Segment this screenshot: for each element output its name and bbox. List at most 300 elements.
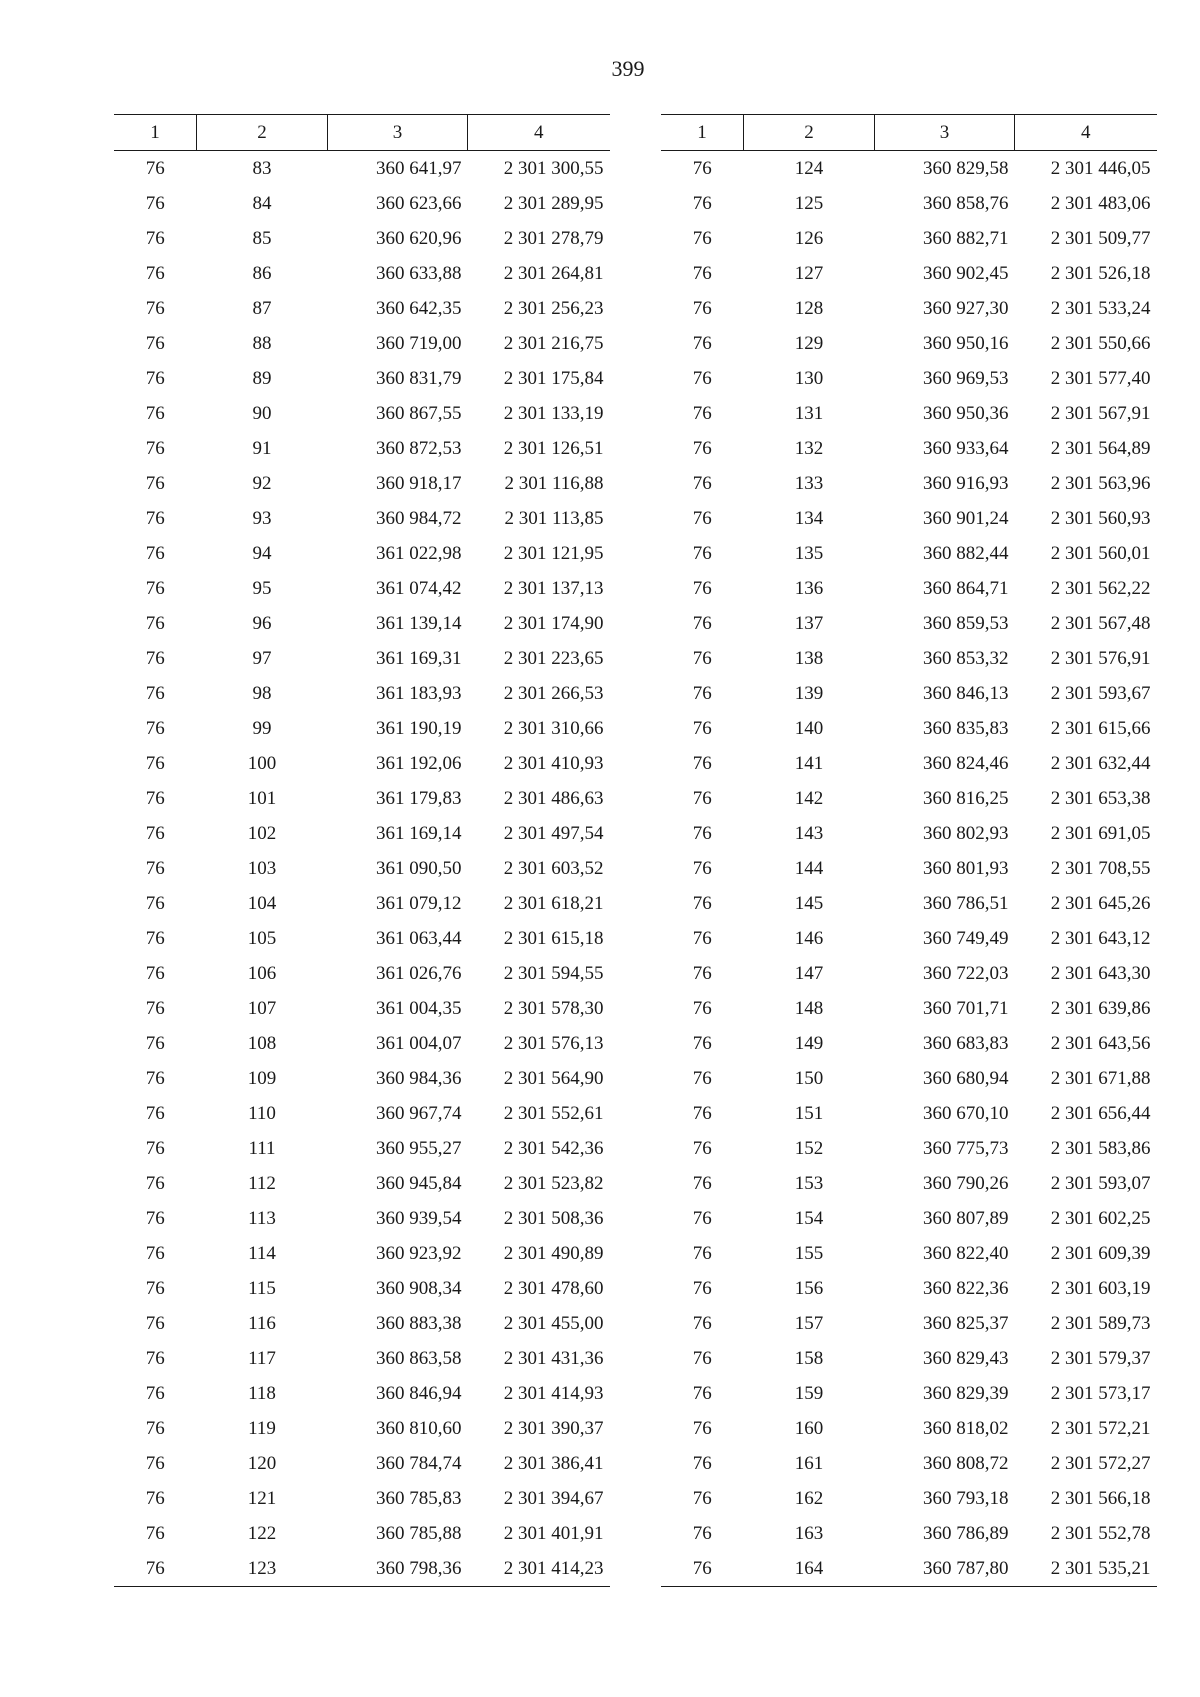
cell-section: 76 xyxy=(692,297,712,319)
cell-point-number: 128 xyxy=(794,297,824,319)
cell-coordinate-y: 2 301 645,26 xyxy=(1050,892,1151,914)
cell-coordinate-x: 360 749,49 xyxy=(923,927,1009,949)
cell-coordinate-x: 360 955,27 xyxy=(376,1137,462,1159)
table-row xyxy=(661,1236,1157,1271)
cell-section: 76 xyxy=(145,1487,165,1509)
cell-section: 76 xyxy=(692,332,712,354)
cell-section: 76 xyxy=(692,962,712,984)
table-row xyxy=(661,1271,1157,1306)
table-row xyxy=(114,326,610,361)
table-row xyxy=(114,1446,610,1481)
table-row xyxy=(661,711,1157,746)
cell-section: 76 xyxy=(692,1487,712,1509)
cell-point-number: 131 xyxy=(794,402,824,424)
cell-point-number: 152 xyxy=(794,1137,824,1159)
table-row xyxy=(661,501,1157,536)
table-row xyxy=(661,816,1157,851)
cell-coordinate-y: 2 301 563,96 xyxy=(1050,472,1151,494)
cell-point-number: 127 xyxy=(794,262,824,284)
cell-point-number: 157 xyxy=(794,1312,824,1334)
cell-coordinate-y: 2 301 671,88 xyxy=(1050,1067,1151,1089)
table-row xyxy=(114,676,610,711)
table-body-right xyxy=(661,151,1157,1587)
table-row xyxy=(661,1131,1157,1166)
cell-coordinate-x: 360 829,39 xyxy=(923,1382,1009,1404)
table-row xyxy=(661,1411,1157,1446)
table-row xyxy=(661,886,1157,921)
table-row xyxy=(114,921,610,956)
cell-section: 76 xyxy=(692,1382,712,1404)
table-row xyxy=(114,956,610,991)
column-header-1: 1 xyxy=(661,115,744,151)
cell-coordinate-x: 360 816,25 xyxy=(923,787,1009,809)
table-row xyxy=(114,361,610,396)
table-row xyxy=(114,396,610,431)
cell-coordinate-x: 361 139,14 xyxy=(376,612,462,634)
cell-coordinate-y: 2 301 643,12 xyxy=(1050,927,1151,949)
table-row xyxy=(114,851,610,886)
table-row xyxy=(661,991,1157,1026)
table-row xyxy=(114,1516,610,1551)
cell-coordinate-y: 2 301 567,48 xyxy=(1050,612,1151,634)
cell-section: 76 xyxy=(145,1032,165,1054)
cell-coordinate-y: 2 301 478,60 xyxy=(503,1277,604,1299)
table-row xyxy=(661,921,1157,956)
cell-coordinate-x: 360 859,53 xyxy=(923,612,1009,634)
cell-section: 76 xyxy=(692,542,712,564)
table-row xyxy=(114,466,610,501)
table-row xyxy=(114,1236,610,1271)
cell-point-number: 84 xyxy=(252,192,272,214)
cell-section: 76 xyxy=(692,1452,712,1474)
table-row xyxy=(114,1271,610,1306)
column-header-2: 2 xyxy=(197,115,328,151)
table-row xyxy=(114,1166,610,1201)
table-row xyxy=(661,956,1157,991)
table-row xyxy=(661,1061,1157,1096)
cell-coordinate-x: 360 883,38 xyxy=(376,1312,462,1334)
cell-coordinate-x: 361 090,50 xyxy=(376,857,462,879)
cell-section: 76 xyxy=(145,437,165,459)
cell-section: 76 xyxy=(145,682,165,704)
cell-section: 76 xyxy=(145,892,165,914)
table-row xyxy=(114,816,610,851)
cell-point-number: 137 xyxy=(794,612,824,634)
cell-point-number: 133 xyxy=(794,472,824,494)
cell-point-number: 93 xyxy=(252,507,272,529)
cell-coordinate-y: 2 301 562,22 xyxy=(1050,577,1151,599)
cell-coordinate-x: 360 818,02 xyxy=(923,1417,1009,1439)
cell-section: 76 xyxy=(692,1137,712,1159)
cell-coordinate-x: 360 984,72 xyxy=(376,507,462,529)
cell-coordinate-y: 2 301 593,67 xyxy=(1050,682,1151,704)
cell-coordinate-x: 360 798,36 xyxy=(328,1551,468,1587)
cell-point-number: 115 xyxy=(248,1277,276,1299)
cell-point-number: 141 xyxy=(794,752,824,774)
cell-point-number: 88 xyxy=(252,332,272,354)
cell-coordinate-x: 360 923,92 xyxy=(376,1242,462,1264)
cell-coordinate-y: 2 301 572,21 xyxy=(1050,1417,1151,1439)
cell-coordinate-y: 2 301 310,66 xyxy=(503,717,604,739)
cell-section: 76 xyxy=(692,472,712,494)
table-row xyxy=(114,1131,610,1166)
cell-section: 76 xyxy=(145,332,165,354)
table-row xyxy=(114,431,610,466)
cell-section: 76 xyxy=(145,1207,165,1229)
cell-point-number: 145 xyxy=(794,892,824,914)
cell-coordinate-y: 2 301 300,55 xyxy=(503,157,604,179)
cell-point-number: 120 xyxy=(247,1452,277,1474)
cell-coordinate-x: 360 722,03 xyxy=(923,962,1009,984)
cell-coordinate-y: 2 301 278,79 xyxy=(503,227,604,249)
cell-section: 76 xyxy=(692,227,712,249)
column-header-2: 2 xyxy=(744,115,875,151)
cell-coordinate-y: 2 301 394,67 xyxy=(503,1487,604,1509)
table-row xyxy=(661,396,1157,431)
cell-point-number: 122 xyxy=(247,1522,277,1544)
cell-coordinate-x: 360 829,58 xyxy=(923,157,1009,179)
cell-coordinate-y: 2 301 589,73 xyxy=(1050,1312,1151,1334)
table-row xyxy=(114,186,610,221)
cell-coordinate-y: 2 301 483,06 xyxy=(1050,192,1151,214)
cell-coordinate-y: 2 301 615,66 xyxy=(1050,717,1151,739)
cell-point-number: 96 xyxy=(252,612,272,634)
cell-point-number: 101 xyxy=(247,787,277,809)
cell-coordinate-x: 361 074,42 xyxy=(376,577,462,599)
cell-section: 76 xyxy=(145,227,165,249)
table-row xyxy=(661,1306,1157,1341)
cell-point-number: 139 xyxy=(794,682,824,704)
cell-coordinate-y: 2 301 643,56 xyxy=(1050,1032,1151,1054)
cell-section: 76 xyxy=(145,752,165,774)
cell-point-number: 160 xyxy=(794,1417,824,1439)
cell-point-number: 143 xyxy=(794,822,824,844)
table-row xyxy=(661,256,1157,291)
cell-point-number: 126 xyxy=(794,227,824,249)
cell-coordinate-x: 360 822,36 xyxy=(923,1277,1009,1299)
table-row xyxy=(661,1446,1157,1481)
cell-point-number: 105 xyxy=(247,927,277,949)
cell-point-number: 117 xyxy=(248,1347,276,1369)
table-row xyxy=(114,536,610,571)
cell-coordinate-x: 360 927,30 xyxy=(923,297,1009,319)
cell-section: 76 xyxy=(692,787,712,809)
cell-coordinate-y: 2 301 577,40 xyxy=(1050,367,1151,389)
cell-section: 76 xyxy=(692,577,712,599)
cell-coordinate-y: 2 301 266,53 xyxy=(503,682,604,704)
cell-coordinate-x: 360 846,94 xyxy=(376,1382,462,1404)
table-header-row xyxy=(114,115,610,151)
column-header-3: 3 xyxy=(328,115,468,151)
cell-coordinate-y: 2 301 497,54 xyxy=(503,822,604,844)
cell-coordinate-y: 2 301 609,39 xyxy=(1050,1242,1151,1264)
cell-point-number: 83 xyxy=(252,157,272,179)
cell-coordinate-x: 360 620,96 xyxy=(376,227,462,249)
cell-coordinate-x: 360 623,66 xyxy=(376,192,462,214)
cell-point-number: 123 xyxy=(197,1551,328,1587)
cell-section: 76 xyxy=(145,787,165,809)
cell-section: 76 xyxy=(692,402,712,424)
cell-point-number: 161 xyxy=(794,1452,824,1474)
cell-point-number: 118 xyxy=(248,1382,276,1404)
cell-coordinate-y: 2 301 133,19 xyxy=(503,402,604,424)
cell-coordinate-x: 360 670,10 xyxy=(923,1102,1009,1124)
cell-section: 76 xyxy=(692,647,712,669)
cell-coordinate-x: 360 882,71 xyxy=(923,227,1009,249)
cell-section: 76 xyxy=(692,1102,712,1124)
cell-coordinate-x: 360 785,88 xyxy=(376,1522,462,1544)
cell-point-number: 95 xyxy=(252,577,272,599)
cell-section: 76 xyxy=(145,367,165,389)
table-row xyxy=(661,851,1157,886)
cell-point-number: 162 xyxy=(794,1487,824,1509)
cell-coordinate-x: 360 902,45 xyxy=(923,262,1009,284)
cell-section: 76 xyxy=(692,1417,712,1439)
cell-section: 76 xyxy=(145,507,165,529)
cell-section: 76 xyxy=(692,1067,712,1089)
table-row xyxy=(114,641,610,676)
table-row xyxy=(114,606,610,641)
cell-coordinate-x: 360 984,36 xyxy=(376,1067,462,1089)
cell-coordinate-y: 2 301 289,95 xyxy=(503,192,604,214)
cell-section: 76 xyxy=(145,1102,165,1124)
cell-point-number: 158 xyxy=(794,1347,824,1369)
cell-coordinate-y: 2 301 542,36 xyxy=(503,1137,604,1159)
cell-point-number: 109 xyxy=(247,1067,277,1089)
cell-coordinate-x: 360 967,74 xyxy=(376,1102,462,1124)
table-row xyxy=(114,1376,610,1411)
cell-coordinate-y: 2 301 643,30 xyxy=(1050,962,1151,984)
cell-coordinate-x: 360 829,43 xyxy=(923,1347,1009,1369)
cell-point-number: 90 xyxy=(252,402,272,424)
cell-coordinate-y: 2 301 602,25 xyxy=(1050,1207,1151,1229)
cell-coordinate-x: 361 190,19 xyxy=(376,717,462,739)
table-row xyxy=(661,1341,1157,1376)
cell-coordinate-x: 360 846,13 xyxy=(923,682,1009,704)
cell-point-number: 124 xyxy=(794,157,824,179)
cell-coordinate-y: 2 301 656,44 xyxy=(1050,1102,1151,1124)
cell-section: 76 xyxy=(692,1032,712,1054)
cell-point-number: 154 xyxy=(794,1207,824,1229)
cell-coordinate-x: 360 787,80 xyxy=(875,1551,1015,1587)
cell-coordinate-x: 360 785,83 xyxy=(376,1487,462,1509)
table-row xyxy=(661,1376,1157,1411)
cell-coordinate-x: 360 642,35 xyxy=(376,297,462,319)
cell-coordinate-y: 2 301 618,21 xyxy=(503,892,604,914)
cell-section: 76 xyxy=(145,717,165,739)
table-row xyxy=(661,1026,1157,1061)
cell-point-number: 92 xyxy=(252,472,272,494)
cell-section: 76 xyxy=(145,262,165,284)
coordinates-table-left xyxy=(114,114,610,1587)
cell-section: 76 xyxy=(145,1417,165,1439)
cell-coordinate-x: 360 683,83 xyxy=(923,1032,1009,1054)
table-row xyxy=(661,361,1157,396)
cell-coordinate-y: 2 301 603,19 xyxy=(1050,1277,1151,1299)
table-row xyxy=(114,1061,610,1096)
table-row xyxy=(114,781,610,816)
cell-coordinate-x: 360 918,17 xyxy=(376,472,462,494)
cell-coordinate-y: 2 301 578,30 xyxy=(503,997,604,1019)
cell-section: 76 xyxy=(661,1551,744,1587)
table-row xyxy=(661,1551,1157,1587)
cell-coordinate-y: 2 301 410,93 xyxy=(503,752,604,774)
table-row xyxy=(114,1551,610,1587)
cell-point-number: 147 xyxy=(794,962,824,984)
column-header-4: 4 xyxy=(468,115,610,151)
cell-coordinate-y: 2 301 583,86 xyxy=(1050,1137,1151,1159)
cell-section: 76 xyxy=(145,1067,165,1089)
cell-section: 76 xyxy=(145,822,165,844)
table-row xyxy=(661,186,1157,221)
cell-coordinate-y: 2 301 564,90 xyxy=(503,1067,604,1089)
cell-coordinate-x: 360 945,84 xyxy=(376,1172,462,1194)
table-row xyxy=(661,571,1157,606)
table-row xyxy=(114,746,610,781)
cell-coordinate-x: 360 908,34 xyxy=(376,1277,462,1299)
cell-section: 76 xyxy=(692,1347,712,1369)
cell-point-number: 159 xyxy=(794,1382,824,1404)
cell-coordinate-y: 2 301 552,78 xyxy=(1050,1522,1151,1544)
table-row xyxy=(661,606,1157,641)
cell-section: 76 xyxy=(692,367,712,389)
cell-coordinate-x: 360 901,24 xyxy=(923,507,1009,529)
cell-coordinate-x: 360 802,93 xyxy=(923,822,1009,844)
cell-section: 76 xyxy=(145,1277,165,1299)
cell-point-number: 140 xyxy=(794,717,824,739)
cell-coordinate-y: 2 301 264,81 xyxy=(503,262,604,284)
cell-coordinate-y: 2 301 691,05 xyxy=(1050,822,1151,844)
cell-point-number: 150 xyxy=(794,1067,824,1089)
cell-point-number: 107 xyxy=(247,997,277,1019)
cell-coordinate-y: 2 301 632,44 xyxy=(1050,752,1151,774)
cell-section: 76 xyxy=(692,507,712,529)
cell-section: 76 xyxy=(692,1207,712,1229)
cell-point-number: 106 xyxy=(247,962,277,984)
cell-section: 76 xyxy=(692,857,712,879)
cell-coordinate-x: 361 192,06 xyxy=(376,752,462,774)
cell-point-number: 148 xyxy=(794,997,824,1019)
cell-section: 76 xyxy=(114,1551,197,1587)
cell-section: 76 xyxy=(145,962,165,984)
cell-coordinate-x: 361 079,12 xyxy=(376,892,462,914)
cell-point-number: 153 xyxy=(794,1172,824,1194)
cell-point-number: 149 xyxy=(794,1032,824,1054)
cell-coordinate-y: 2 301 455,00 xyxy=(503,1312,604,1334)
cell-coordinate-y: 2 301 550,66 xyxy=(1050,332,1151,354)
cell-coordinate-y: 2 301 708,55 xyxy=(1050,857,1151,879)
cell-section: 76 xyxy=(145,1137,165,1159)
cell-section: 76 xyxy=(145,472,165,494)
cell-coordinate-x: 360 864,71 xyxy=(923,577,1009,599)
cell-coordinate-y: 2 301 116,88 xyxy=(504,472,604,494)
cell-coordinate-x: 360 793,18 xyxy=(923,1487,1009,1509)
cell-coordinate-x: 360 933,64 xyxy=(923,437,1009,459)
cell-point-number: 111 xyxy=(248,1137,276,1159)
cell-point-number: 138 xyxy=(794,647,824,669)
cell-coordinate-x: 361 026,76 xyxy=(376,962,462,984)
cell-coordinate-y: 2 301 576,13 xyxy=(503,1032,604,1054)
cell-section: 76 xyxy=(145,192,165,214)
cell-section: 76 xyxy=(145,1522,165,1544)
cell-coordinate-x: 360 786,89 xyxy=(923,1522,1009,1544)
cell-point-number: 116 xyxy=(248,1312,276,1334)
cell-coordinate-x: 360 831,79 xyxy=(376,367,462,389)
cell-coordinate-y: 2 301 175,84 xyxy=(503,367,604,389)
cell-section: 76 xyxy=(145,647,165,669)
cell-point-number: 151 xyxy=(794,1102,824,1124)
table-row xyxy=(661,1201,1157,1236)
table-row xyxy=(661,466,1157,501)
cell-section: 76 xyxy=(145,402,165,424)
column-header-1: 1 xyxy=(114,115,197,151)
cell-coordinate-y: 2 301 174,90 xyxy=(503,612,604,634)
cell-section: 76 xyxy=(692,1522,712,1544)
cell-coordinate-y: 2 301 653,38 xyxy=(1050,787,1151,809)
cell-coordinate-y: 2 301 573,17 xyxy=(1050,1382,1151,1404)
table-row xyxy=(114,501,610,536)
cell-point-number: 134 xyxy=(794,507,824,529)
cell-coordinate-y: 2 301 552,61 xyxy=(503,1102,604,1124)
cell-section: 76 xyxy=(145,1172,165,1194)
cell-coordinate-y: 2 301 533,24 xyxy=(1050,297,1151,319)
cell-coordinate-y: 2 301 639,86 xyxy=(1050,997,1151,1019)
cell-coordinate-y: 2 301 603,52 xyxy=(503,857,604,879)
cell-section: 76 xyxy=(145,1382,165,1404)
cell-section: 76 xyxy=(692,1242,712,1264)
cell-point-number: 114 xyxy=(248,1242,276,1264)
table-row xyxy=(661,781,1157,816)
cell-point-number: 91 xyxy=(252,437,272,459)
cell-coordinate-y: 2 301 490,89 xyxy=(503,1242,604,1264)
table-row xyxy=(661,746,1157,781)
cell-coordinate-y: 2 301 564,89 xyxy=(1050,437,1151,459)
table-row xyxy=(661,151,1157,187)
cell-coordinate-y: 2 301 508,36 xyxy=(503,1207,604,1229)
cell-coordinate-y: 2 301 446,05 xyxy=(1050,157,1151,179)
cell-coordinate-x: 360 786,51 xyxy=(923,892,1009,914)
column-header-4: 4 xyxy=(1015,115,1157,151)
cell-coordinate-y: 2 301 121,95 xyxy=(503,542,604,564)
cell-coordinate-y: 2 301 223,65 xyxy=(503,647,604,669)
cell-coordinate-x: 360 863,58 xyxy=(376,1347,462,1369)
cell-coordinate-y: 2 301 486,63 xyxy=(503,787,604,809)
table-row xyxy=(661,1166,1157,1201)
cell-coordinate-y: 2 301 126,51 xyxy=(503,437,604,459)
table-row xyxy=(661,536,1157,571)
cell-section: 76 xyxy=(692,997,712,1019)
cell-section: 76 xyxy=(692,822,712,844)
cell-point-number: 163 xyxy=(794,1522,824,1544)
table-row xyxy=(114,1096,610,1131)
cell-coordinate-x: 360 810,60 xyxy=(376,1417,462,1439)
table-row xyxy=(661,676,1157,711)
table-body-left xyxy=(114,151,610,1587)
table-row xyxy=(114,151,610,187)
cell-point-number: 97 xyxy=(252,647,272,669)
cell-coordinate-x: 360 872,53 xyxy=(376,437,462,459)
cell-coordinate-x: 361 169,14 xyxy=(376,822,462,844)
cell-coordinate-x: 360 950,16 xyxy=(923,332,1009,354)
table-row xyxy=(114,1306,610,1341)
cell-point-number: 86 xyxy=(252,262,272,284)
cell-coordinate-x: 360 916,93 xyxy=(923,472,1009,494)
cell-point-number: 119 xyxy=(248,1417,276,1439)
cell-section: 76 xyxy=(692,262,712,284)
cell-point-number: 99 xyxy=(252,717,272,739)
coordinates-table-right xyxy=(661,114,1157,1587)
cell-coordinate-x: 361 183,93 xyxy=(376,682,462,704)
